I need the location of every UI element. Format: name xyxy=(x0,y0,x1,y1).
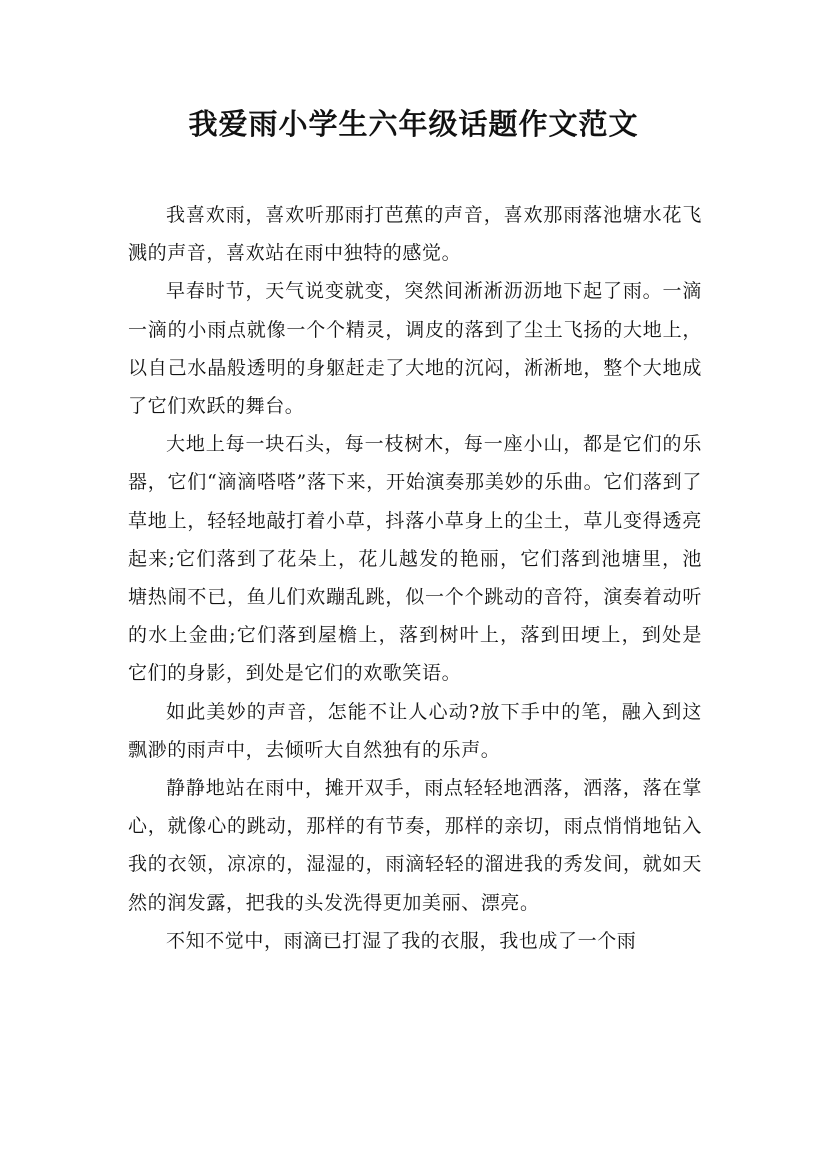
paragraph-4: 如此美妙的声音，怎能不让人心动?放下手中的笔，融入到这飘渺的雨声中，去倾听大自然独有的乐声。 xyxy=(128,700,702,761)
paragraph-3: 大地上每一块石头，每一枝树木，每一座小山，都是它们的乐器，它们“滴滴嗒嗒”落下来，开始演奏那美妙的乐曲。它们落到了草地上，轻轻地敲打着小草，抖落小草身上的尘土，草儿变得透亮起来;它们落到了花朵上，花儿越发的艳丽，它们落到池塘里，池塘热闹不已，鱼儿们欢蹦乱跳，似一个个跳动的音符，演奏着动听的水上金曲;它们落到屋檐上，落到树叶上，落到田埂上，到处是它们的身影，到处是它们的欢歌笑语。 xyxy=(128,433,702,685)
paragraph-6: 不知不觉中，雨滴已打湿了我的衣服，我也成了一个雨 xyxy=(166,929,637,952)
paragraph-2: 早春时节，天气说变就变，突然间淅淅沥沥地下起了雨。一滴一滴的小雨点就像一个个精灵，调皮的落到了尘土飞扬的大地上，以自己水晶般透明的身躯赶走了大地的沉闷，淅淅地，整个大地成了它们欢跃的舞台。 xyxy=(128,280,702,418)
paragraph-1: 我喜欢雨，喜欢听那雨打芭蕉的声音，喜欢那雨落池塘水花飞溅的声音，喜欢站在雨中独特的感觉。 xyxy=(128,204,702,265)
document-body xyxy=(128,196,702,960)
document-title: 我爱雨小学生六年级话题作文范文 xyxy=(188,107,639,141)
paragraph-5: 静静地站在雨中，摊开双手，雨点轻轻地洒落，洒落，落在掌心，就像心的跳动，那样的有节奏，那样的亲切，雨点悄悄地钻入我的衣领，凉凉的，湿湿的，雨滴轻轻的溜进我的秀发间，就如天然的润发露，把我的头发洗得更加美丽、漂亮。 xyxy=(128,777,702,914)
